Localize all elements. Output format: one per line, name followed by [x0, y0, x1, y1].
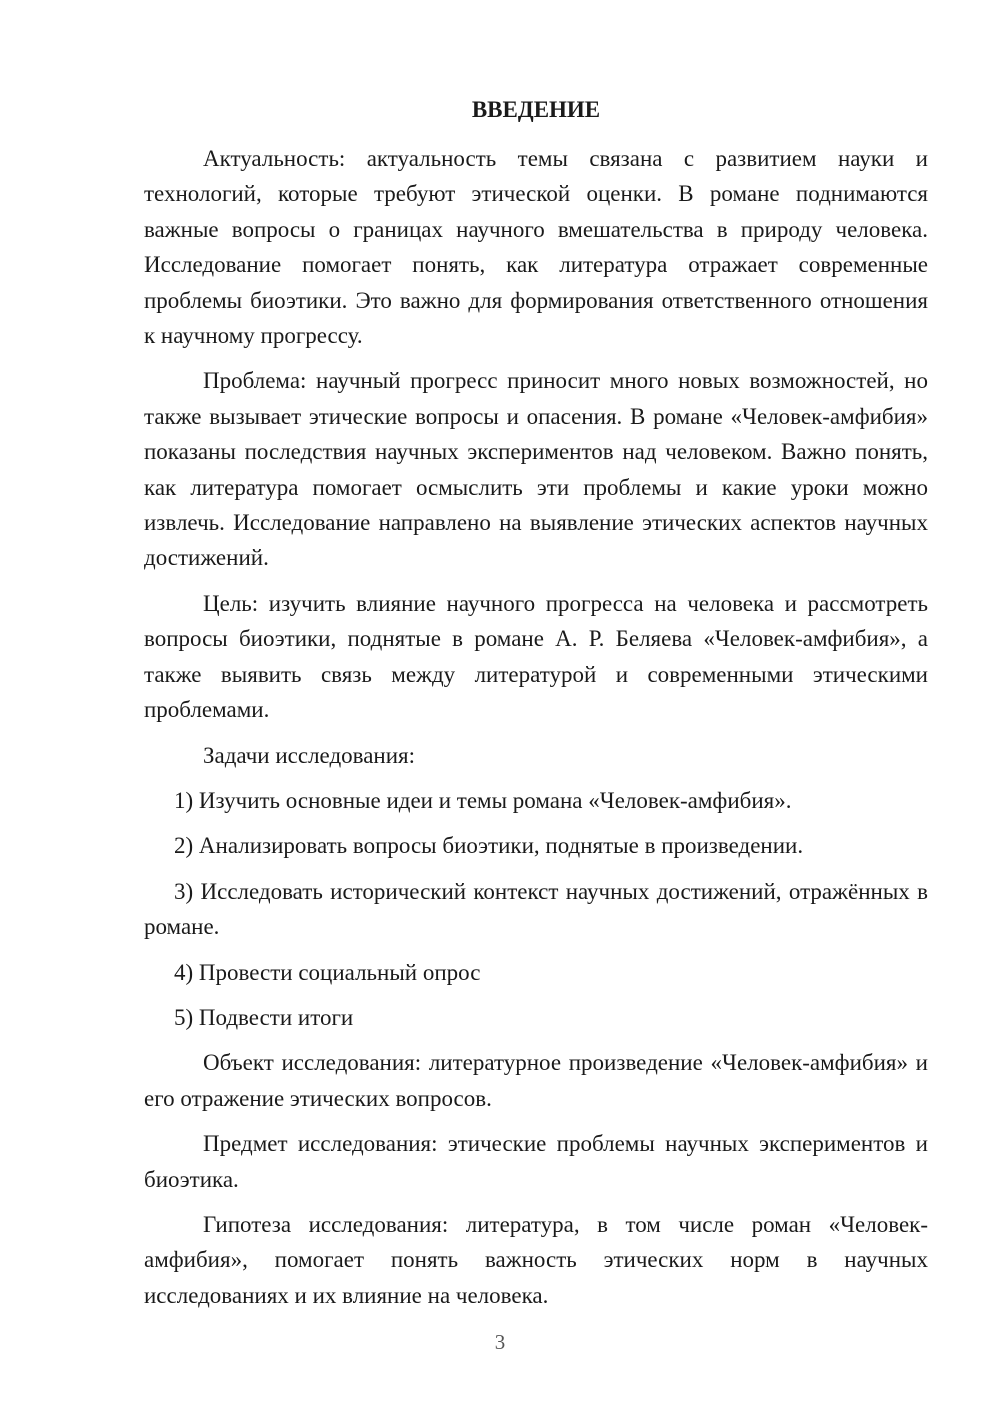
task-item-5: 5) Подвести итоги [174, 1004, 354, 1030]
paragraph-relevance: Актуальность: актуальность темы связана с развитием науки и технологий, которые требуют этической оценки. В романе поднимаются важные вопросы о границах научного вмешательства в природу человека. Исследование помогает понять, как литература отражает современные проблемы биоэтики. Это важно для формирования ответственного отношения к научному прогрессу. [144, 146, 928, 349]
paragraph-subject: Предмет исследования: этические проблемы научных экспериментов и биоэтика. [144, 1131, 928, 1192]
document-page [144, 92, 928, 1323]
task-item-1: 1) Изучить основные идеи и темы романа «Человек-амфибия». [174, 787, 792, 813]
page-number: 3 [494, 1330, 506, 1354]
page-title: ВВЕДЕНИЕ [471, 97, 601, 122]
paragraph-hypothesis: Гипотеза исследования: литература, в том числе роман «Человек-амфибия», помогает понять важность этических норм в научных исследованиях и их влияние на человека. [144, 1211, 928, 1308]
task-item-4: 4) Провести социальный опрос [174, 959, 481, 985]
paragraph-problem: Проблема: научный прогресс приносит много новых возможностей, но также вызывает этические вопросы и опасения. В романе «Человек-амфибия» показаны последствия научных экспериментов над человеком. Важно понять, как литература помогает осмыслить эти проблемы и какие уроки можно извлечь. Исследование направлено на выявление этических аспектов научных достижений. [144, 368, 928, 571]
task-item-2: 2) Анализировать вопросы биоэтики, поднятые в произведении. [174, 833, 804, 859]
tasks-heading: Задачи исследования: [203, 742, 416, 768]
paragraph-object: Объект исследования: литературное произведение «Человек-амфибия» и его отражение этических вопросов. [144, 1050, 928, 1111]
paragraph-goal: Цель: изучить влияние научного прогресса на человека и рассмотреть вопросы биоэтики, поднятые в романе А. Р. Беляева «Человек-амфибия», а также выявить связь между литературой и современными этическими проблемами. [144, 590, 928, 723]
task-item-3: 3) Исследовать исторический контекст научных достижений, отражённых в романе. [144, 878, 928, 940]
